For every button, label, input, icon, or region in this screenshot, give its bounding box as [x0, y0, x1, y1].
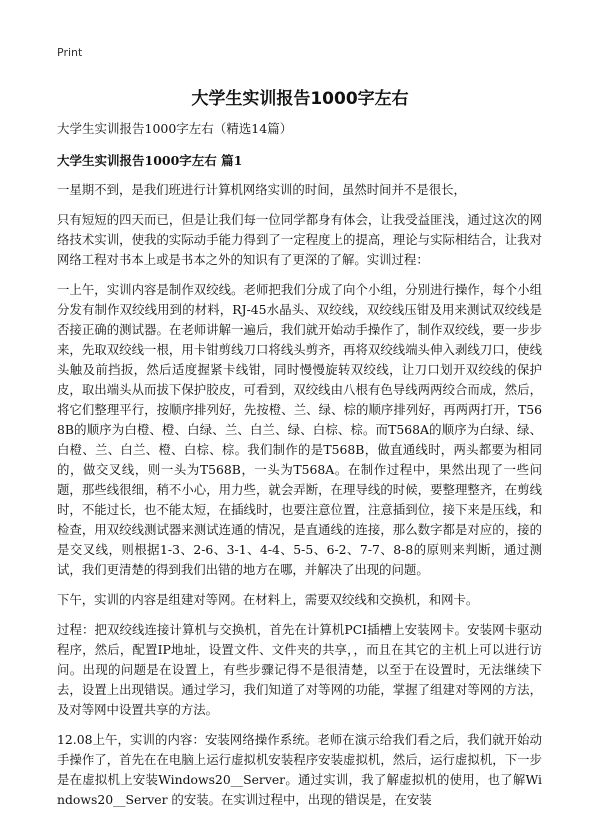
section-heading: 大学生实训报告1000字左右 篇1 — [57, 153, 243, 168]
page-title: 大学生实训报告1000字左右 — [191, 89, 409, 109]
paragraph-3: 一上午，实训内容是制作双绞线。老师把我们分成了向个小组，分别进行操作，每个小组分发有制作双绞线用到的材料，RJ-45水晶头、双绞线，双绞线压钳及用来测试双绞线是否接正确的测试器。在老师讲解一遍后，我们就开始动手操作了，制作双绞线，要一步步来，先取双绞线一根，用卡钳剪线刀口将线头剪齐，再将双绞线端头伸入剥线刀口，使线头触及前挡扳，然后适度握紧卡线钳，同时慢慢旋转双绞线，让刀口划开双绞线的保护皮，取出端头从而拔下保护胶皮，可看到，双绞线由八根有色导线两两绞合而成，然后，将它们整理平行，按顺序排列好，先按橙、兰、绿、棕的顺序排列好，再两两打开，T568B的顺序为白橙、橙、白绿、兰、白兰、绿、白棕、棕。而T568A的顺序为白绿、绿、白橙、兰、白兰、橙、白棕、棕。我们制作的是T568B，做直通线时，两头都要为相同的，做交叉线，则一头为T568B，一头为T568A。在制作过程中，果然出现了一些问题，那些线很细，稍不小心，用力些，就会弄断，在理导线的时候，要整理整齐，在剪线时，不能过长，也不能太短，在插线时，也要注意位置，注意插到位，接下来是压线，和检查，用双绞线测试器来测试连通的情况，是直通线的连接，那么数字都是对应的，接的是交叉线，则根据1-3、2-6、3-1、4-4、5-5、6-2、7-7、8-8的原则来判断，通过测试，我们更清楚的得到我们出错的地方在哪，并解决了出现的问题。 — [57, 282, 542, 577]
document-body — [57, 120, 542, 820]
paragraph-1: 一星期不到，是我们班进行计算机网络实训的时间，虽然时间并不是很长， — [57, 182, 466, 197]
paragraph-5: 过程：把双绞线连接计算机与交换机，首先在计算机PCI插槽上安装网卡。安装网卡驱动程序，然后，配置IP地址，设置文件、文件夹的共享，，而且在其它的主机上可以进行访问。出现的问题是在设置上，有些步骤记得不是很清楚，以至于在设置时，无法继续下去，设置上出现错误。通过学习，我们知道了对等网的功能，掌握了组建对等网的方法，及对等网中设置共享的方法。 — [57, 622, 542, 717]
print-label: Print — [57, 46, 83, 59]
paragraph-2: 只有短短的四天而已，但是让我们每一位同学都身有体会，让我受益匪浅，通过这次的网络技术实训，使我的实际动手能力得到了一定程度上的提高，理论与实际相结合，让我对网络工程对书本上或是书本之外的知识有了更深的了解。实训过程： — [57, 212, 542, 267]
paragraph-6: 12.08上午，实训的内容：安装网络操作系统。老师在演示给我们看之后，我们就开始动手操作了，首先在在电脑上运行虚拟机安装程序安装虚拟机，然后，运行虚拟机，下一步是在虚拟机上安装Windows20__Server。通过实训，我了解虚拟机的使用，也了解Windows20__Server 的安装。在实训过程中，出现的错误是，在安装 — [57, 732, 542, 807]
paragraph-4: 下午，实训的内容是组建对等网。在材料上，需要双绞线和交换机，和网卡。 — [57, 592, 479, 607]
document-subtitle: 大学生实训报告1000字左右（精选14篇） — [57, 121, 293, 136]
